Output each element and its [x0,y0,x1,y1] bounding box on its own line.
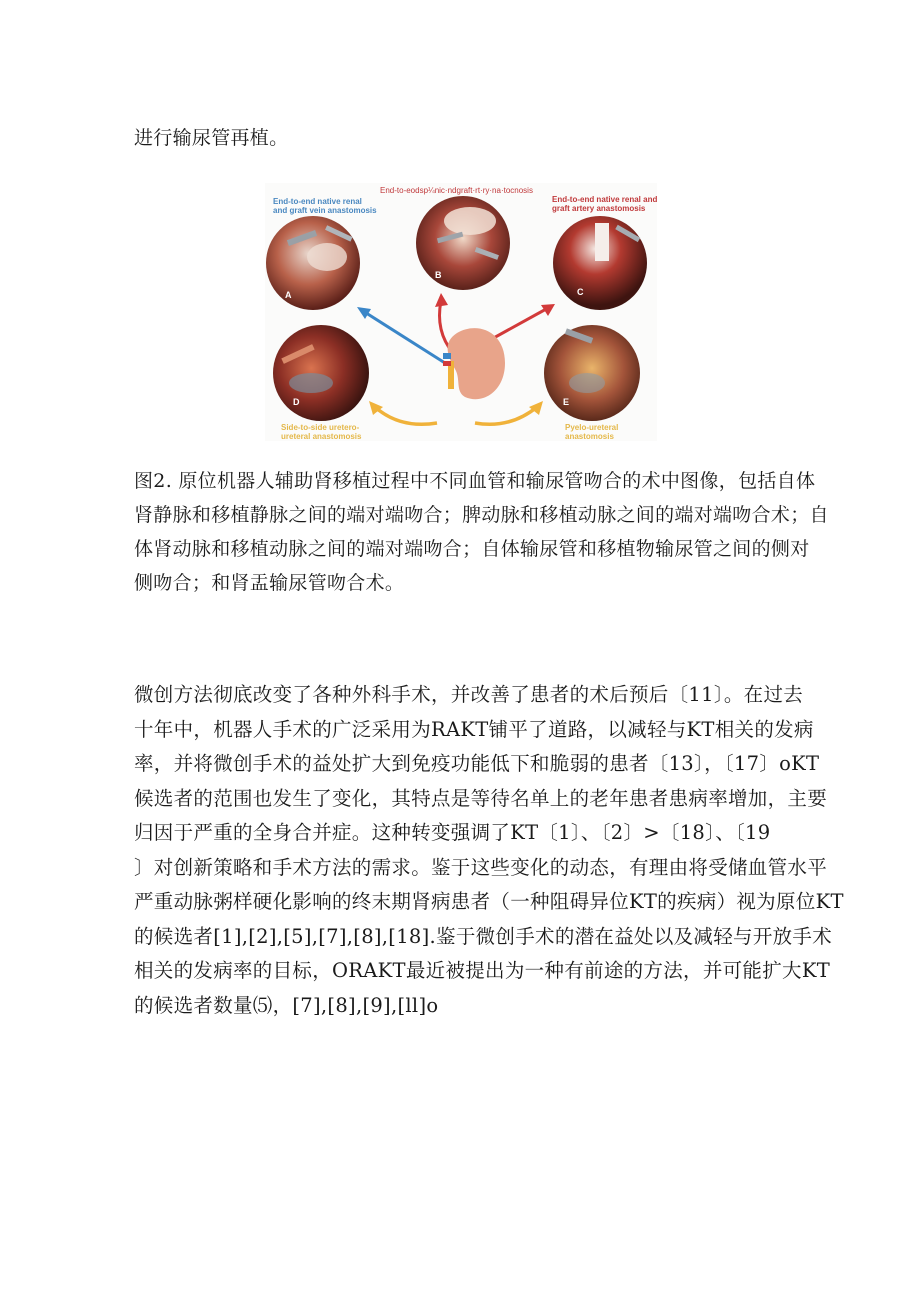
panel-d-letter: D [293,397,300,407]
panel-b-label [380,186,533,195]
panel-e-label-line1: Pyelo-ureteral [565,423,619,432]
body-line: 十年中，机器人手术的广泛采用为RAKT铺平了道路，以减轻与KT相关的发病 [134,717,814,741]
body-line: 归因于严重的全身合并症。这种转变强调了KT〔1〕、〔2〕>〔18〕、〔19 [134,821,771,844]
panel-c-label-line1: End-to-end native renal and [552,195,658,204]
blue-arrow [357,307,445,363]
figure-caption [134,464,829,600]
body-line: 相关的发病率的目标，ORAKT最近被提出为一种有前途的方法，并可能扩大KT [134,959,830,982]
panel-d-photo [273,325,369,421]
panel-c-letter: C [577,287,584,297]
panel-a-label-line1: End-to-end native renal [273,197,362,206]
body-line: 的候选者数量⑸，[7],[8],[9],[ll]o [134,993,439,1017]
body-line: 微创方法彻底改变了各种外科手术，并改善了患者的术后预后〔11〕。在过去 [134,683,804,706]
panel-a-letter: A [285,290,292,300]
body-line: 严重动脉粥样硬化影响的终末期肾病患者（一种阻碍异位KT的疾病）视为原位KT [134,890,844,913]
body-line: 率，并将微创手术的益处扩大到免疫功能低下和脆弱的患者〔13〕，〔17〕oKT [134,752,820,775]
surgical-figure [265,183,657,441]
body-line: 的候选者[1],[2],[5],[7],[8],[18].鉴于微创手术的潜在益处以及减轻与开放手术 [134,924,833,948]
panel-d-label-line1: Side-to-side uretero- [281,423,360,432]
panel-b-photo [416,196,510,290]
intro-text: 进行输尿管再植。 [134,127,289,149]
panel-a-photo [266,216,360,310]
panel-c-photo [553,216,647,310]
caption-line: 体肾动脉和移植动脉之间的端对端吻合；自体输尿管和移植物输尿管之间的侧对 [134,538,810,560]
panel-b-label-line1: End-to-eodsp¼nic·ndgraft·rt·ry·na·tocnosis [380,186,533,195]
panel-e-label-line2: anastomosis [565,432,614,441]
yellow-arrow-left [369,401,437,424]
caption-line: 图2. 原位机器人辅助肾移植过程中不同血管和输尿管吻合的术中图像，包括自体 [134,470,816,492]
caption-line: 肾静脉和移植静脉之间的端对端吻合；脾动脉和移植动脉之间的端对端吻合术；自 [134,504,829,526]
panel-d-label [281,423,361,441]
body-line: 〕对创新策略和手术方法的需求。鉴于这些变化的动态，有理由将受储血管水平 [134,855,828,879]
panel-c-label-line2: graft artery anastomosis [552,204,646,213]
body-paragraph [134,678,844,1023]
panel-c-label [552,195,657,213]
panel-e-letter: E [563,397,570,407]
caption-line: 侧吻合；和肾盂输尿管吻合术。 [134,572,405,594]
panel-e-photo [544,325,640,421]
panel-e-label [565,423,618,441]
figure-illustration [265,183,657,441]
panel-d-label-line2: ureteral anastomosis [281,432,362,441]
panel-b-letter: B [435,270,442,280]
yellow-arrow-right [475,401,543,424]
panel-a-label [273,197,377,215]
body-line: 候选者的范围也发生了变化，其特点是等待名单上的老年患者患病率增加，主要 [134,786,828,810]
kidney-icon [443,328,505,399]
panel-a-label-line2: and graft vein anastomosis [273,206,377,215]
